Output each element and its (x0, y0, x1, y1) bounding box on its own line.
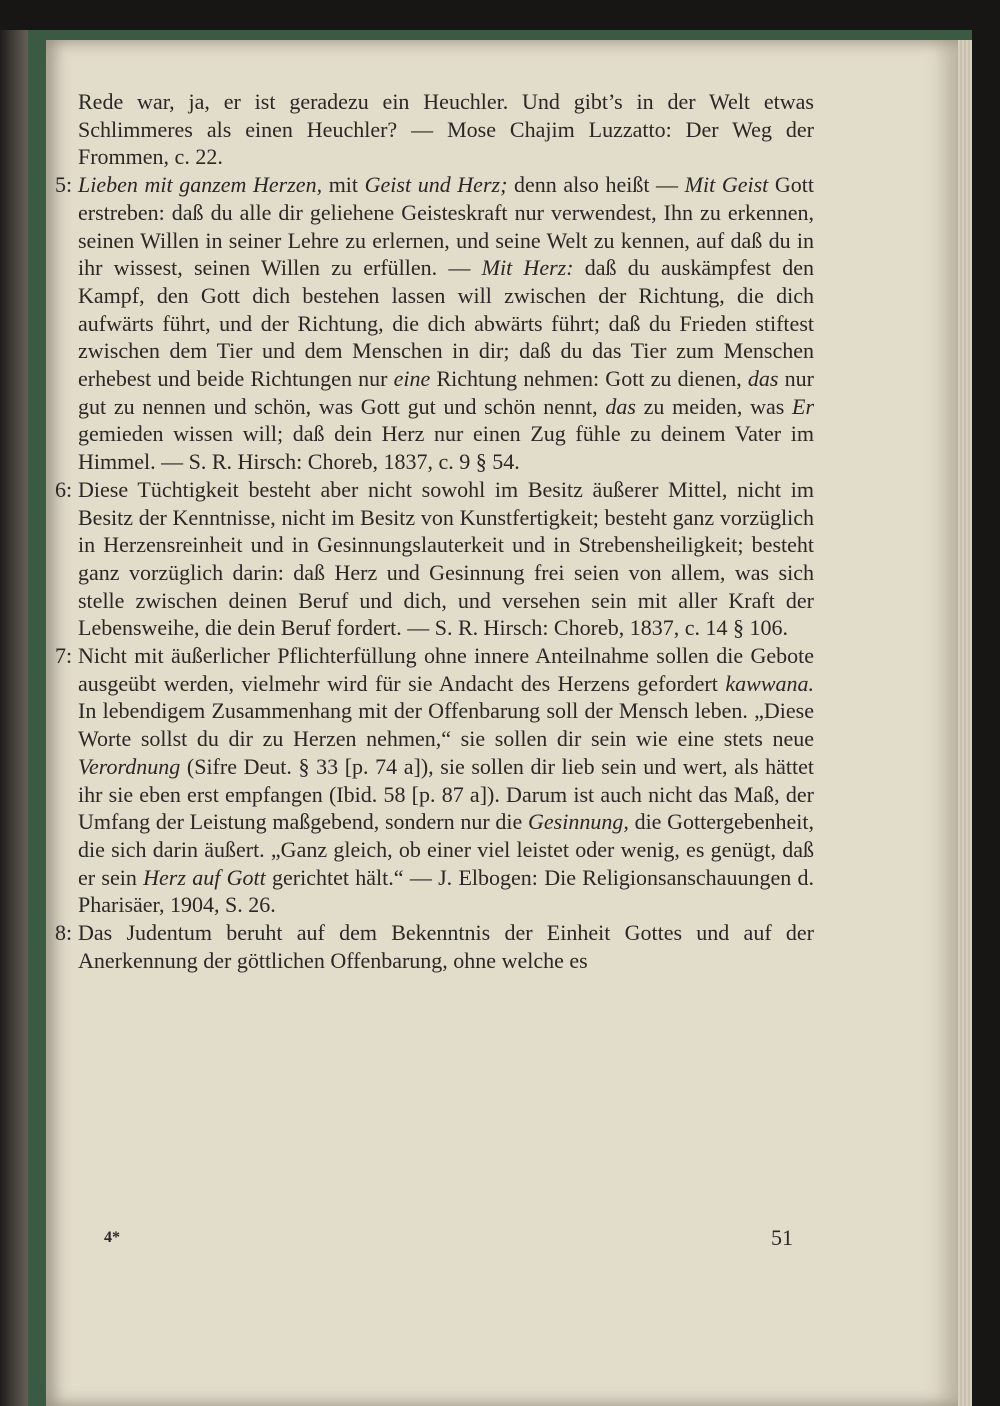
entry-4 (55, 919, 814, 974)
body-text: denn also heißt — (507, 172, 685, 198)
emphasis-text: das (605, 393, 636, 419)
body-text: Diese Tüchtigkeit besteht aber nicht sowohl im Besitz äußerer Mittel, nicht im Besitz der Kenntnisse, nicht im Besitz von Kunstfertigkeit; besteht ganz vorzüglich in Herzensreinheit und in Gesinnungslauterkeit und in Strebensheiligkeit; besteht ganz vorzüglich darin: daß Herz und Gesinnung frei seien von allem, was sich stelle zwischen deinen Beruf und dich, und versehen sein mit aller Kraft der Lebensweihe, die dein Beruf fordert. — S. R. Hirsch: Choreb, 1837, c. 14 § 106. (78, 476, 814, 641)
entry-1 (55, 171, 815, 476)
body-text: gemieden wissen will; daß dein Herz nur einen Zug fühle zu deinem Vater im Himmel. — S. R. Hirsch: Choreb, 1837, c. 9 § 54. (78, 421, 814, 475)
emphasis-text: Gesinnung, (528, 809, 629, 835)
entry-list (55, 171, 815, 974)
continuation-paragraph: Rede war, ja, er ist geradezu ein Heuchler. Und gibt’s in der Welt etwas Schlimmeres als einen Heuchler? — Mose Chajim Luzzatto: Der Weg der Frommen, c. 22. (78, 89, 814, 170)
body-text: mit (322, 172, 365, 198)
emphasis-text: Mit Geist (684, 172, 769, 198)
body-text: zu meiden, was (635, 393, 793, 419)
entry-number: 7: (55, 643, 73, 669)
emphasis-text: eine (393, 366, 431, 392)
emphasis-text: Mit Herz: (481, 255, 574, 281)
body-text: daß du auskämpfest den Kampf, den Gott dich bestehen lassen will zwischen der Richtung, die dich aufwärts führt, und der Richtung, die dich abwärts führt; daß du Frieden stiftest zwischen dem Tier und dem Menschen in dir; daß du das Tier zum Menschen erhebest und beide Richtungen nur (78, 255, 815, 392)
body-text: Nicht mit äußerlicher Pflichterfüllung ohne innere Anteilnahme sollen die Gebote ausgeübt werden, vielmehr wird für sie Andacht des Herzens gefordert (78, 643, 814, 696)
emphasis-text: Er (792, 393, 815, 419)
body-text: Gott erstreben: daß du alle dir geliehene Geisteskraft nur verwendest, Ihn zu erkennen, seinen Willen in seiner Lehre zu erlernen, und seine Welt zu kennen, auf daß du in ihr wissest, seinen Willen zu erfüllen. — (78, 172, 814, 281)
body-text: gerichtet hält.“ — J. Elbogen: Die Religionsanschauungen d. Pharisäer, 1904, S. 26. (78, 864, 815, 918)
emphasis-text: Herz auf Gott (143, 864, 266, 890)
emphasis-text: Geist und Herz; (364, 172, 508, 198)
entry-3 (55, 642, 815, 919)
body-text: (Sifre Deut. § 33 [p. 74 a]), sie sollen dir lieb sein und wert, als hättet ihr sie eben erst empfangen (Ibid. 58 [p. 87 a]). Darum ist auch nicht das Maß, der Umfang der Leistung maßgebend, sondern nur die (78, 753, 814, 835)
entry-2 (55, 476, 814, 642)
emphasis-text: Lieben mit ganzem Herzen, (78, 172, 323, 198)
body-text: Richtung nehmen: Gott zu dienen, (430, 366, 748, 392)
emphasis-text: kawwana. (725, 670, 814, 696)
entry-number: 8: (55, 920, 73, 946)
emphasis-text: das (747, 366, 779, 392)
body-text: In lebendigem Zusammenhang mit der Offenbarung soll der Mensch leben. „Diese Worte sollst du dir zu Herzen nehmen,“ sie sollen dir sein wie eine stets neue (78, 698, 814, 752)
page-text (55, 88, 815, 975)
page-stack-edge (958, 40, 972, 1406)
page-number: 51 (771, 1225, 793, 1250)
body-text: die Gottergebenheit, die sich darin äußert. „Ganz gleich, ob einer viel leistet oder wenig, es genügt, daß er sein (78, 809, 814, 890)
body-text: nur gut zu nennen und schön, was Gott gut und schön nennt, (78, 366, 814, 419)
signature-mark: 4* (104, 1229, 120, 1246)
body-text: Das Judentum beruht auf dem Bekenntnis der Einheit Gottes und auf der Anerkennung der göttlichen Offenbarung, ohne welche es (78, 920, 814, 973)
entry-number: 5: (55, 172, 73, 198)
entry-number: 6: (55, 476, 73, 502)
emphasis-text: Verordnung (78, 753, 181, 779)
